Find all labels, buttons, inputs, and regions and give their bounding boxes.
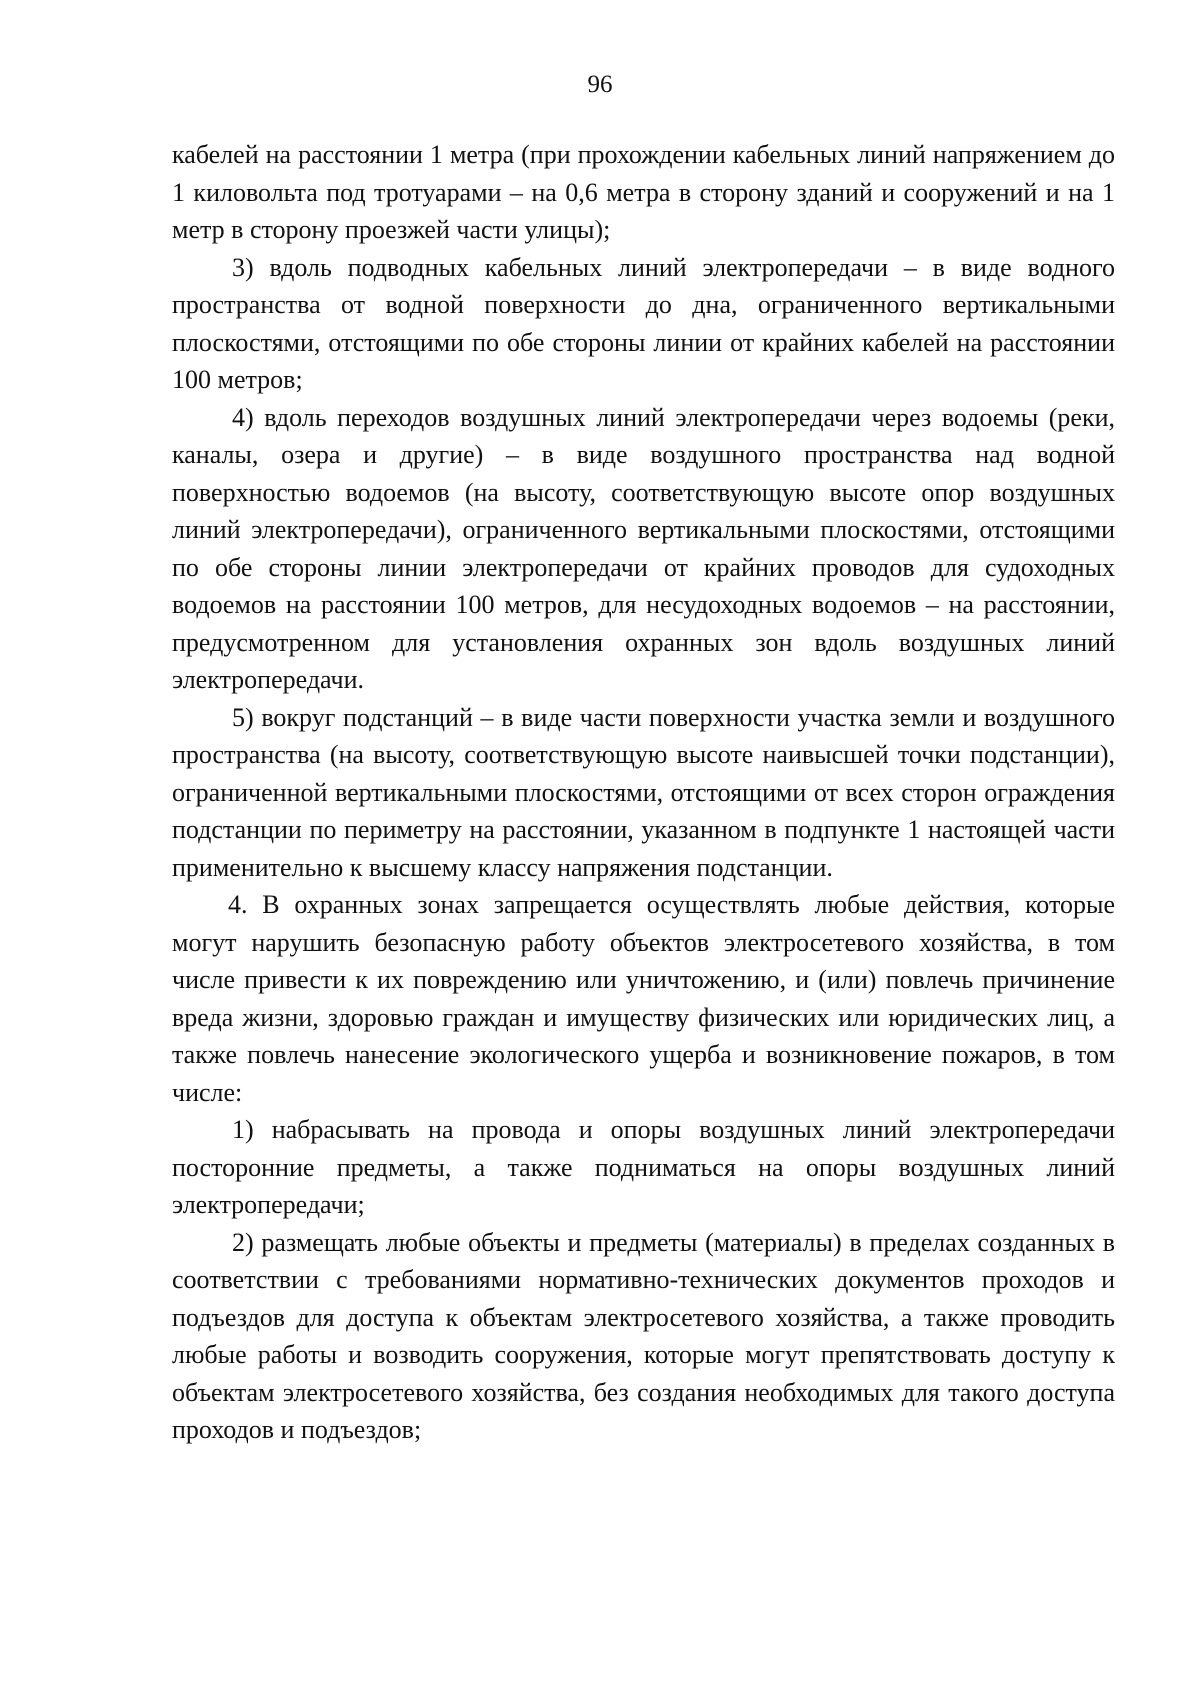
document-body — [172, 136, 1115, 1449]
paragraph-continuation: кабелей на расстоянии 1 метра (при прохождении кабельных линий напряжением до 1 киловольта под тротуарами – на 0,6 метра в сторону зданий и сооружений и на 1 метр в сторону проезжей части улицы); — [172, 140, 1115, 244]
paragraph-prohibition-1: 1) набрасывать на провода и опоры воздушных линий электропередачи посторонние предметы, а также подниматься на опоры воздушных линий электропередачи; — [172, 1115, 1115, 1219]
paragraph-section-4: 4. В охранных зонах запрещается осуществлять любые действия, которые могут нарушить безопасную работу объектов электросетевого хозяйства, в том числе привести к их повреждению или уничтожению, и (или) повлечь причинение вреда жизни, здоровью граждан и имуществу физических или юридических лиц, а также повлечь нанесение экологического ущерба и возникновение пожаров, в том числе: — [172, 890, 1115, 1107]
paragraph-item-3: 3) вдоль подводных кабельных линий электропередачи – в виде водного пространства от водной поверхности до дна, ограниченного вертикальными плоскостями, отстоящими по обе стороны линии от крайних кабелей на расстоянии 100 метров; — [172, 252, 1115, 394]
paragraph-prohibition-2: 2) размещать любые объекты и предметы (материалы) в пределах созданных в соответствии с требованиями нормативно-технических документов проходов и подъездов для доступа к объектам электросетевого хозяйства, а также проводить любые работы и возводить сооружения, которые могут препятствовать доступу к объектам электросетевого хозяйства, без создания необходимых для такого доступа проходов и подъездов; — [172, 1227, 1115, 1444]
page-number: 96 — [587, 71, 613, 98]
paragraph-item-5: 5) вокруг подстанций – в виде части поверхности участка земли и воздушного пространства (на высоту, соответствующую высоте наивысшей точки подстанции), ограниченной вертикальными плоскостями, отстоящими от всех сторон ограждения подстанции по периметру на расстоянии, указанном в подпункте 1 настоящей части применительно к высшему классу напряжения подстанции. — [172, 702, 1115, 882]
paragraph-item-4: 4) вдоль переходов воздушных линий электропередачи через водоемы (реки, каналы, озера и другие) – в виде воздушного пространства над водной поверхностью водоемов (на высоту, соответствующую высоте опор воздушных линий электропередачи), ограниченного вертикальными плоскостями, отстоящими по обе стороны линии электропередачи от крайних проводов для судоходных водоемов на расстоянии 100 метров, для несудоходных водоемов – на расстоянии, предусмотренном для установления охранных зон вдоль воздушных линий электропередачи. — [172, 402, 1115, 694]
